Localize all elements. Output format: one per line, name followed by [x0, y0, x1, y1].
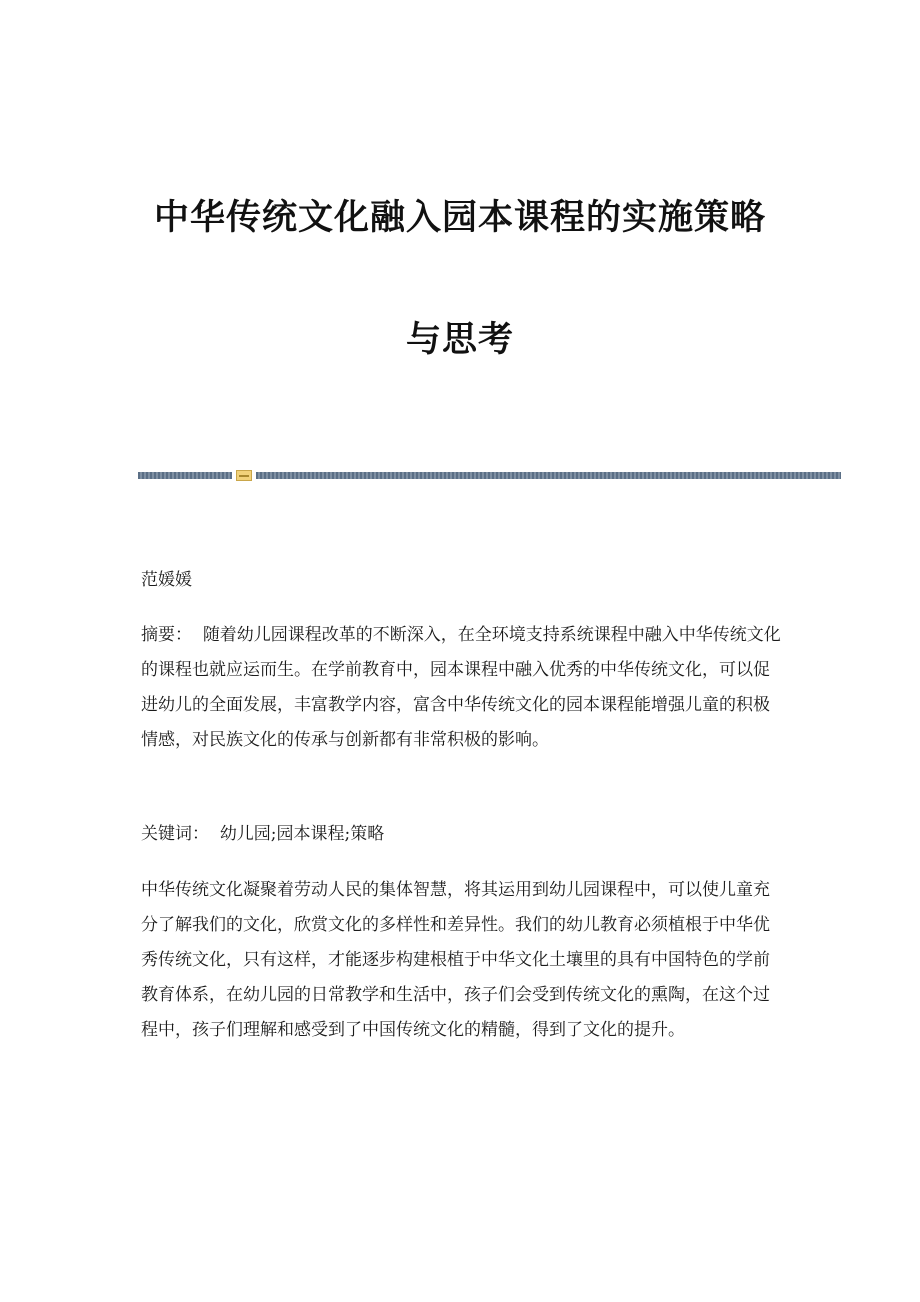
ornament-icon [236, 470, 252, 481]
body-paragraph: 中华传统文化凝聚着劳动人民的集体智慧，将其运用到幼儿园课程中，可以使儿童充分了解我们的文化，欣赏文化的多样性和差异性。我们的幼儿教育必须植根于中华优秀传统文化，只有这样，才能逐步构建根植于中华文化土壤里的具有中国特色的学前教育体系，在幼儿园的日常教学和生活中，孩子们会受到传统文化的熏陶，在这个过程中，孩子们理解和感受到了中国传统文化的精髓，得到了文化的提升。 [141, 880, 770, 1040]
author-name: 范媛媛 [141, 570, 192, 590]
keywords-text: 幼儿园;园本课程;策略 [219, 824, 385, 844]
keywords-paragraph [141, 817, 781, 852]
abstract-paragraph [141, 618, 781, 758]
page-title: 中华传统文化融入园本课程的实施策略 [153, 198, 766, 238]
keywords-label: 关键词： [141, 824, 220, 844]
abstract-text: 随着幼儿园课程改革的不断深入，在全环境支持系统课程中融入中华传统文化的课程也就应运而生。在学前教育中，园本课程中融入优秀的中华传统文化，可以促进幼儿的全面发展，丰富教学内容，富含中华传统文化的园本课程能增强儿童的积极情感，对民族文化的传承与创新都有非常积极的影响。 [141, 625, 781, 750]
divider-bar-left [138, 472, 232, 479]
page-title-line2: 与思考 [405, 320, 514, 360]
divider-bar-right [256, 472, 841, 479]
abstract-label: 摘要： [141, 625, 203, 645]
title-divider [138, 470, 841, 480]
